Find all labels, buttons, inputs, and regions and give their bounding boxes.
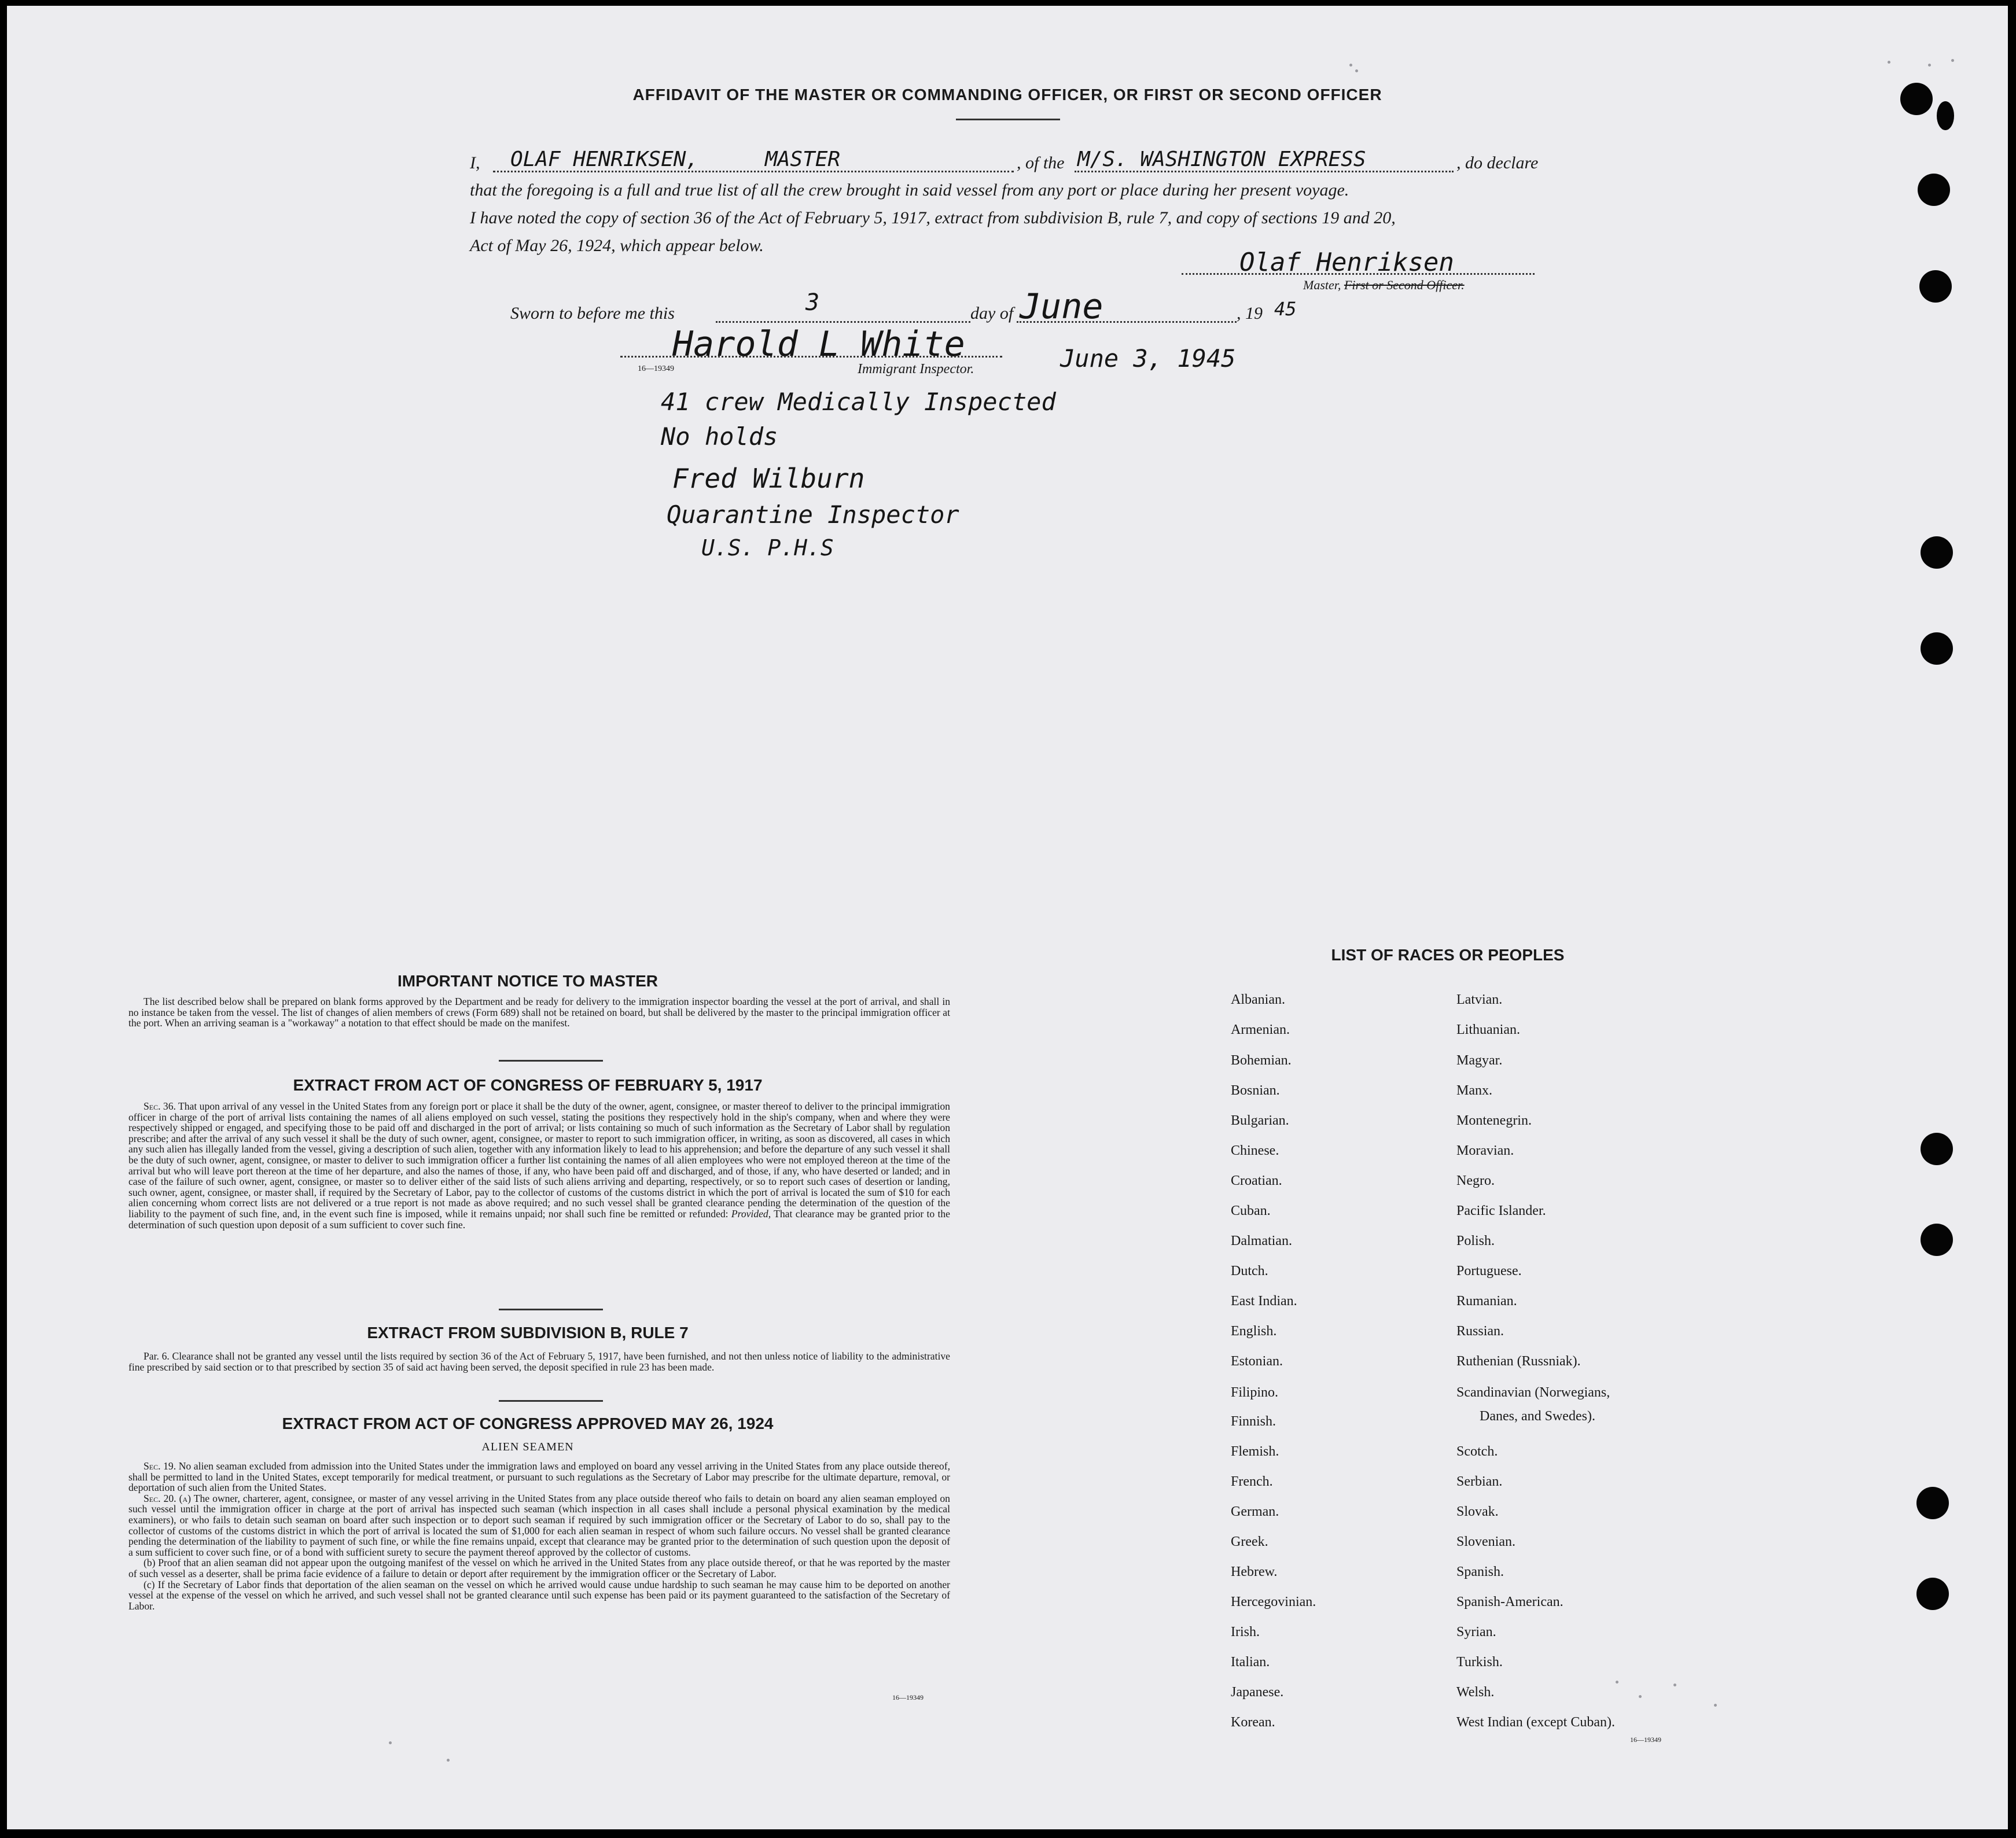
struck-caption: First or Second Officer. <box>1344 278 1465 292</box>
race-item: Bohemian. <box>1231 1053 1292 1068</box>
divider <box>499 1309 603 1310</box>
race-item: Pacific Islander. <box>1456 1203 1546 1218</box>
race-item: Croatian. <box>1231 1173 1282 1188</box>
race-item: German. <box>1231 1504 1279 1519</box>
race-item: French. <box>1231 1474 1273 1489</box>
inspector-caption: Immigrant Inspector. <box>858 362 974 377</box>
race-item: Italian. <box>1231 1655 1270 1670</box>
extract-rule7-text: Par. 6. Clearance shall not be granted any vessel until the lists required by section 36 of the Act of February 5, 1917, have been furnished, and not then unless notice of liability to the administrative fine prescribed by said section or to that prescribed by section 35 of said act having been served, the deposit specified in rule 23 has been made. <box>128 1350 950 1373</box>
race-item: Dutch. <box>1231 1264 1268 1279</box>
race-item: English. <box>1231 1324 1277 1339</box>
declaration-line-2: that the foregoing is a full and true list of all the crew brought in said vessel from any port or place during her present voyage. <box>470 181 1349 200</box>
race-item: Spanish. <box>1456 1564 1504 1579</box>
master-rank: MASTER <box>765 148 841 171</box>
sworn-label: Sworn to before me this <box>510 304 675 323</box>
race-item: Cuban. <box>1231 1203 1271 1218</box>
punch-hole <box>1937 101 1954 130</box>
quarantine-note-2: No holds <box>661 422 778 451</box>
declaration-line-1 <box>470 153 480 173</box>
race-item: Dalmatian. <box>1231 1233 1292 1248</box>
paper-speck <box>389 1741 392 1744</box>
race-item: Bulgarian. <box>1231 1113 1289 1128</box>
race-item: Manx. <box>1456 1083 1492 1098</box>
sec-36-label: Sec. 36. <box>144 1100 176 1112</box>
races-title: LIST OF RACES OR PEOPLES <box>1331 946 1565 964</box>
signature-line <box>1182 273 1535 275</box>
quarantine-note-5: U.S. P.H.S <box>701 535 834 561</box>
race-item: Scotch. <box>1456 1444 1498 1459</box>
race-item: Scandinavian (Norwegians, <box>1456 1385 1610 1400</box>
master-signature: Olaf Henriksen <box>1239 248 1454 277</box>
punch-hole <box>1918 174 1950 206</box>
race-item: Serbian. <box>1456 1474 1503 1489</box>
form-number: 16—19349 <box>638 364 674 373</box>
race-item: Hebrew. <box>1231 1564 1278 1579</box>
race-item: Portuguese. <box>1456 1264 1522 1279</box>
paper-speck <box>1888 61 1890 64</box>
affidavit-title: AFFIDAVIT OF THE MASTER OR COMMANDING OFFICER, OR FIRST OR SECOND OFFICER <box>632 86 1382 104</box>
race-item: Syrian. <box>1456 1625 1496 1640</box>
race-item: Russian. <box>1456 1324 1504 1339</box>
divider <box>956 119 1060 120</box>
vessel-name: M/S. WASHINGTON EXPRESS <box>1077 148 1366 171</box>
race-item: Turkish. <box>1456 1655 1503 1670</box>
race-item: Rumanian. <box>1456 1294 1517 1309</box>
paper-speck <box>447 1759 450 1762</box>
paper-speck <box>1673 1684 1676 1686</box>
notice-text: The list described below shall be prepared on blank forms approved by the Department and be ready for delivery to the immigration inspector boarding the vessel at the port of arrival, and shall in no instance be taken from the vessel. The list of changes of alien members of crews (Form 689) shall not be retained on board, but shall be delivered by the master to the principal immigration officer at the port. When an arriving seaman is a "workaway" a notation to that effect should be made on the manifest. <box>128 996 950 1029</box>
form-number-races: 16—19349 <box>1630 1736 1661 1744</box>
race-item: Chinese. <box>1231 1143 1279 1158</box>
race-item: Estonian. <box>1231 1354 1283 1369</box>
punch-hole <box>1921 536 1953 569</box>
day-line <box>716 321 970 323</box>
extract-1917-text: Sec. 36. That upon arrival of any vessel in the United States from any foreign port or place it shall be the duty of the owner, agent, consignee, or master thereof to deliver to the principal immigration officer in charge of the port of arrival lists containing the names of all aliens employed on such vessel, stating the positions they respectively hold in the ship's company, when and where they were respectively shipped or engaged, and specifying those to be paid off and discharged in the port of arrival; or lists containing so much of such information as the Secretary of Labor shall by regulation prescribe; and after the arrival of any such vessel it shall be the duty of such owner, agent, consignee, or master to report to such immigration officer, in writing, as soon as discovered, all cases in which any such alien has illegally landed from the vessel, giving a description of such alien, together with any information likely to lead to his apprehension; and before the departure of any such vessel it shall be the duty of such owner, agent, consignee, or master to deliver to such immigration officer a further list containing the names of all alien employees who were not employed thereon at the time of the arrival but who will leave port thereon at the time of her departure, and also the names of those, if any, who have been paid off and discharged, and of those, if any, who have deserted or landed; and in case of the failure of such owner, agent, consignee, or master so to deliver either of the said lists of such aliens arriving and departing, respectively, or so to report such cases of desertion or landing, such owner, agent, consignee, or master shall, if required by the Secretary of Labor, pay to the collector of customs of the customs district in which the port of arrival is located the sum of $10 for each alien concerning whom correct lists are not delivered or a true report is not made as above required; and no such vessel shall be granted clearance pending the determination of the question of the liability to the payment of such fine, and, in the event such fine is imposed, while it remains unpaid; nor shall such fine be remitted or refunded: Provided, That clearance may be granted prior to the determination of such question upon deposit of a sum sufficient to cover such fine. <box>128 1100 950 1231</box>
extract-1924-title: EXTRACT FROM ACT OF CONGRESS APPROVED MAY 26, 1924 <box>282 1415 774 1432</box>
race-item: Greek. <box>1231 1534 1268 1549</box>
month-value: June <box>1020 286 1103 327</box>
race-item: Slovak. <box>1456 1504 1499 1519</box>
race-item: Welsh. <box>1456 1685 1495 1700</box>
race-item: Montenegrin. <box>1456 1113 1532 1128</box>
race-item: Flemish. <box>1231 1444 1279 1459</box>
extract-1924-text: Sec. 19. No alien seaman excluded from admission into the United States under the immigration laws and employed on board any vessel arriving in the United States from any place outside thereof, shall be permitted to land in the United States, except temporarily for medical treatment, or pursuant to such regulations as the Secretary of Labor may prescribe for the ultimate departure, removal, or deportation of such alien from the United States. Sec. 20. (a) The owner, charterer, agent, consignee, or master of any vessel arriving in the United States from any place outside thereof who fails to detain on board any alien seaman employed on such vessel until the immigration officer in charge at the port of arrival has inspected such seaman (which inspection in all cases shall include a personal physical examination by the medical examiners), or who fails to detain such seaman on board after such inspection or to deport such seaman if required by such immigration officer or the Secretary of Labor to do so, shall pay to the collector of customs of the customs district in which the port of arrival is located the sum of $1,000 for each alien seaman in respect of whom such failure occurs. No vessel shall be granted clearance pending the determination of the liability to payment of such fine, or while the fine remains unpaid, except that clearance may be granted prior to the determination of such question upon the deposit of a sum sufficient to cover such fine, or of a bond with sufficient surety to secure the payment thereof approved by the collector of customs. (b) Proof that an alien seaman did not appear upon the outgoing manifest of the vessel on which he arrived in the United States from any place outside thereof, or that he was reported by the master of such vessel as a deserter, shall be prima facie evidence of a failure to detain or deport after requirement by the immigration officer or the Secretary of Labor. (c) If the Secretary of Labor finds that deportation of the alien seaman on the vessel on which he arrived would cause undue hardship to such seaman he may cause him to be deported on another vessel at the expense of the vessel on which he arrived, and such vessel shall not be granted clearance until such expense has been paid or its payment guaranteed to the satisfaction of the Secretary of Labor. <box>128 1460 950 1612</box>
punch-hole <box>1916 1578 1949 1610</box>
race-item: West Indian (except Cuban). <box>1456 1715 1615 1730</box>
paper-speck <box>1355 69 1358 72</box>
day-of-label: day of <box>970 304 1014 323</box>
inspector-signature: Harold L White <box>672 324 965 364</box>
punch-hole <box>1900 83 1933 115</box>
race-scandinavian-continued: Danes, and Swedes). <box>1480 1409 1595 1424</box>
inspector-date: June 3, 1945 <box>1060 344 1236 373</box>
extract-1917-title: EXTRACT FROM ACT OF CONGRESS OF FEBRUARY 5, 1917 <box>293 1076 763 1094</box>
alien-seamen-subtitle: ALIEN SEAMEN <box>481 1441 574 1453</box>
race-item: Albanian. <box>1231 992 1285 1007</box>
race-item: Latvian. <box>1456 992 1503 1007</box>
race-item: Armenian. <box>1231 1022 1290 1037</box>
punch-hole <box>1921 632 1953 665</box>
punch-hole <box>1921 1224 1953 1256</box>
paper-speck <box>1616 1681 1618 1684</box>
paper-speck <box>1951 59 1954 62</box>
master-caption: Master, First or Second Officer. <box>1303 278 1465 292</box>
quarantine-note-4: Quarantine Inspector <box>667 500 959 529</box>
race-item: Filipino. <box>1231 1385 1279 1400</box>
race-item: Spanish-American. <box>1456 1594 1563 1609</box>
race-item: Bosnian. <box>1231 1083 1280 1098</box>
paper-speck <box>1928 64 1931 67</box>
extract-rule7-title: EXTRACT FROM SUBDIVISION B, RULE 7 <box>367 1324 689 1342</box>
paper-speck <box>1349 64 1352 67</box>
race-item: Irish. <box>1231 1625 1260 1640</box>
declaration-line-3: I have noted the copy of section 36 of the Act of February 5, 1917, extract from subdivision B, rule 7, and copy of sections 19 and 20, <box>470 208 1396 227</box>
quarantine-note-3: Fred Wilburn <box>672 463 865 494</box>
day-value: 3 <box>805 289 820 316</box>
race-item: Finnish. <box>1231 1414 1276 1429</box>
race-item: East Indian. <box>1231 1294 1297 1309</box>
race-item: Polish. <box>1456 1233 1495 1248</box>
declaration-line-4: Act of May 26, 1924, which appear below. <box>470 236 764 255</box>
race-item: Japanese. <box>1231 1685 1284 1700</box>
punch-hole <box>1916 1487 1949 1519</box>
race-item: Ruthenian (Russniak). <box>1456 1354 1581 1369</box>
race-item: Negro. <box>1456 1173 1495 1188</box>
proviso-label: Provided, <box>731 1207 771 1220</box>
declaration-prefix: I, <box>470 153 480 172</box>
paper-speck <box>1714 1704 1717 1707</box>
punch-hole <box>1919 270 1952 303</box>
notice-title: IMPORTANT NOTICE TO MASTER <box>397 972 658 990</box>
declare-label: , do declare <box>1456 153 1539 172</box>
race-item: Slovenian. <box>1456 1534 1515 1549</box>
race-item: Moravian. <box>1456 1143 1514 1158</box>
race-item: Magyar. <box>1456 1053 1503 1068</box>
race-item: Korean. <box>1231 1715 1275 1730</box>
inspector-line <box>620 356 1002 358</box>
divider <box>499 1060 603 1062</box>
race-item: Hercegovinian. <box>1231 1594 1316 1609</box>
quarantine-note-1: 41 crew Medically Inspected <box>661 388 1056 416</box>
of-the-label: , of the <box>1017 153 1065 172</box>
paper-speck <box>1639 1695 1642 1698</box>
year-value: 45 <box>1274 298 1297 320</box>
race-item: Lithuanian. <box>1456 1022 1520 1037</box>
punch-hole <box>1921 1133 1953 1165</box>
vessel-line <box>1075 171 1454 172</box>
divider <box>499 1400 603 1402</box>
document-page <box>7 6 2008 1829</box>
year-prefix: , 19 <box>1237 304 1263 323</box>
name-line <box>493 171 1014 172</box>
master-name: OLAF HENRIKSEN, <box>510 148 699 171</box>
form-number-notice: 16—19349 <box>892 1693 924 1701</box>
